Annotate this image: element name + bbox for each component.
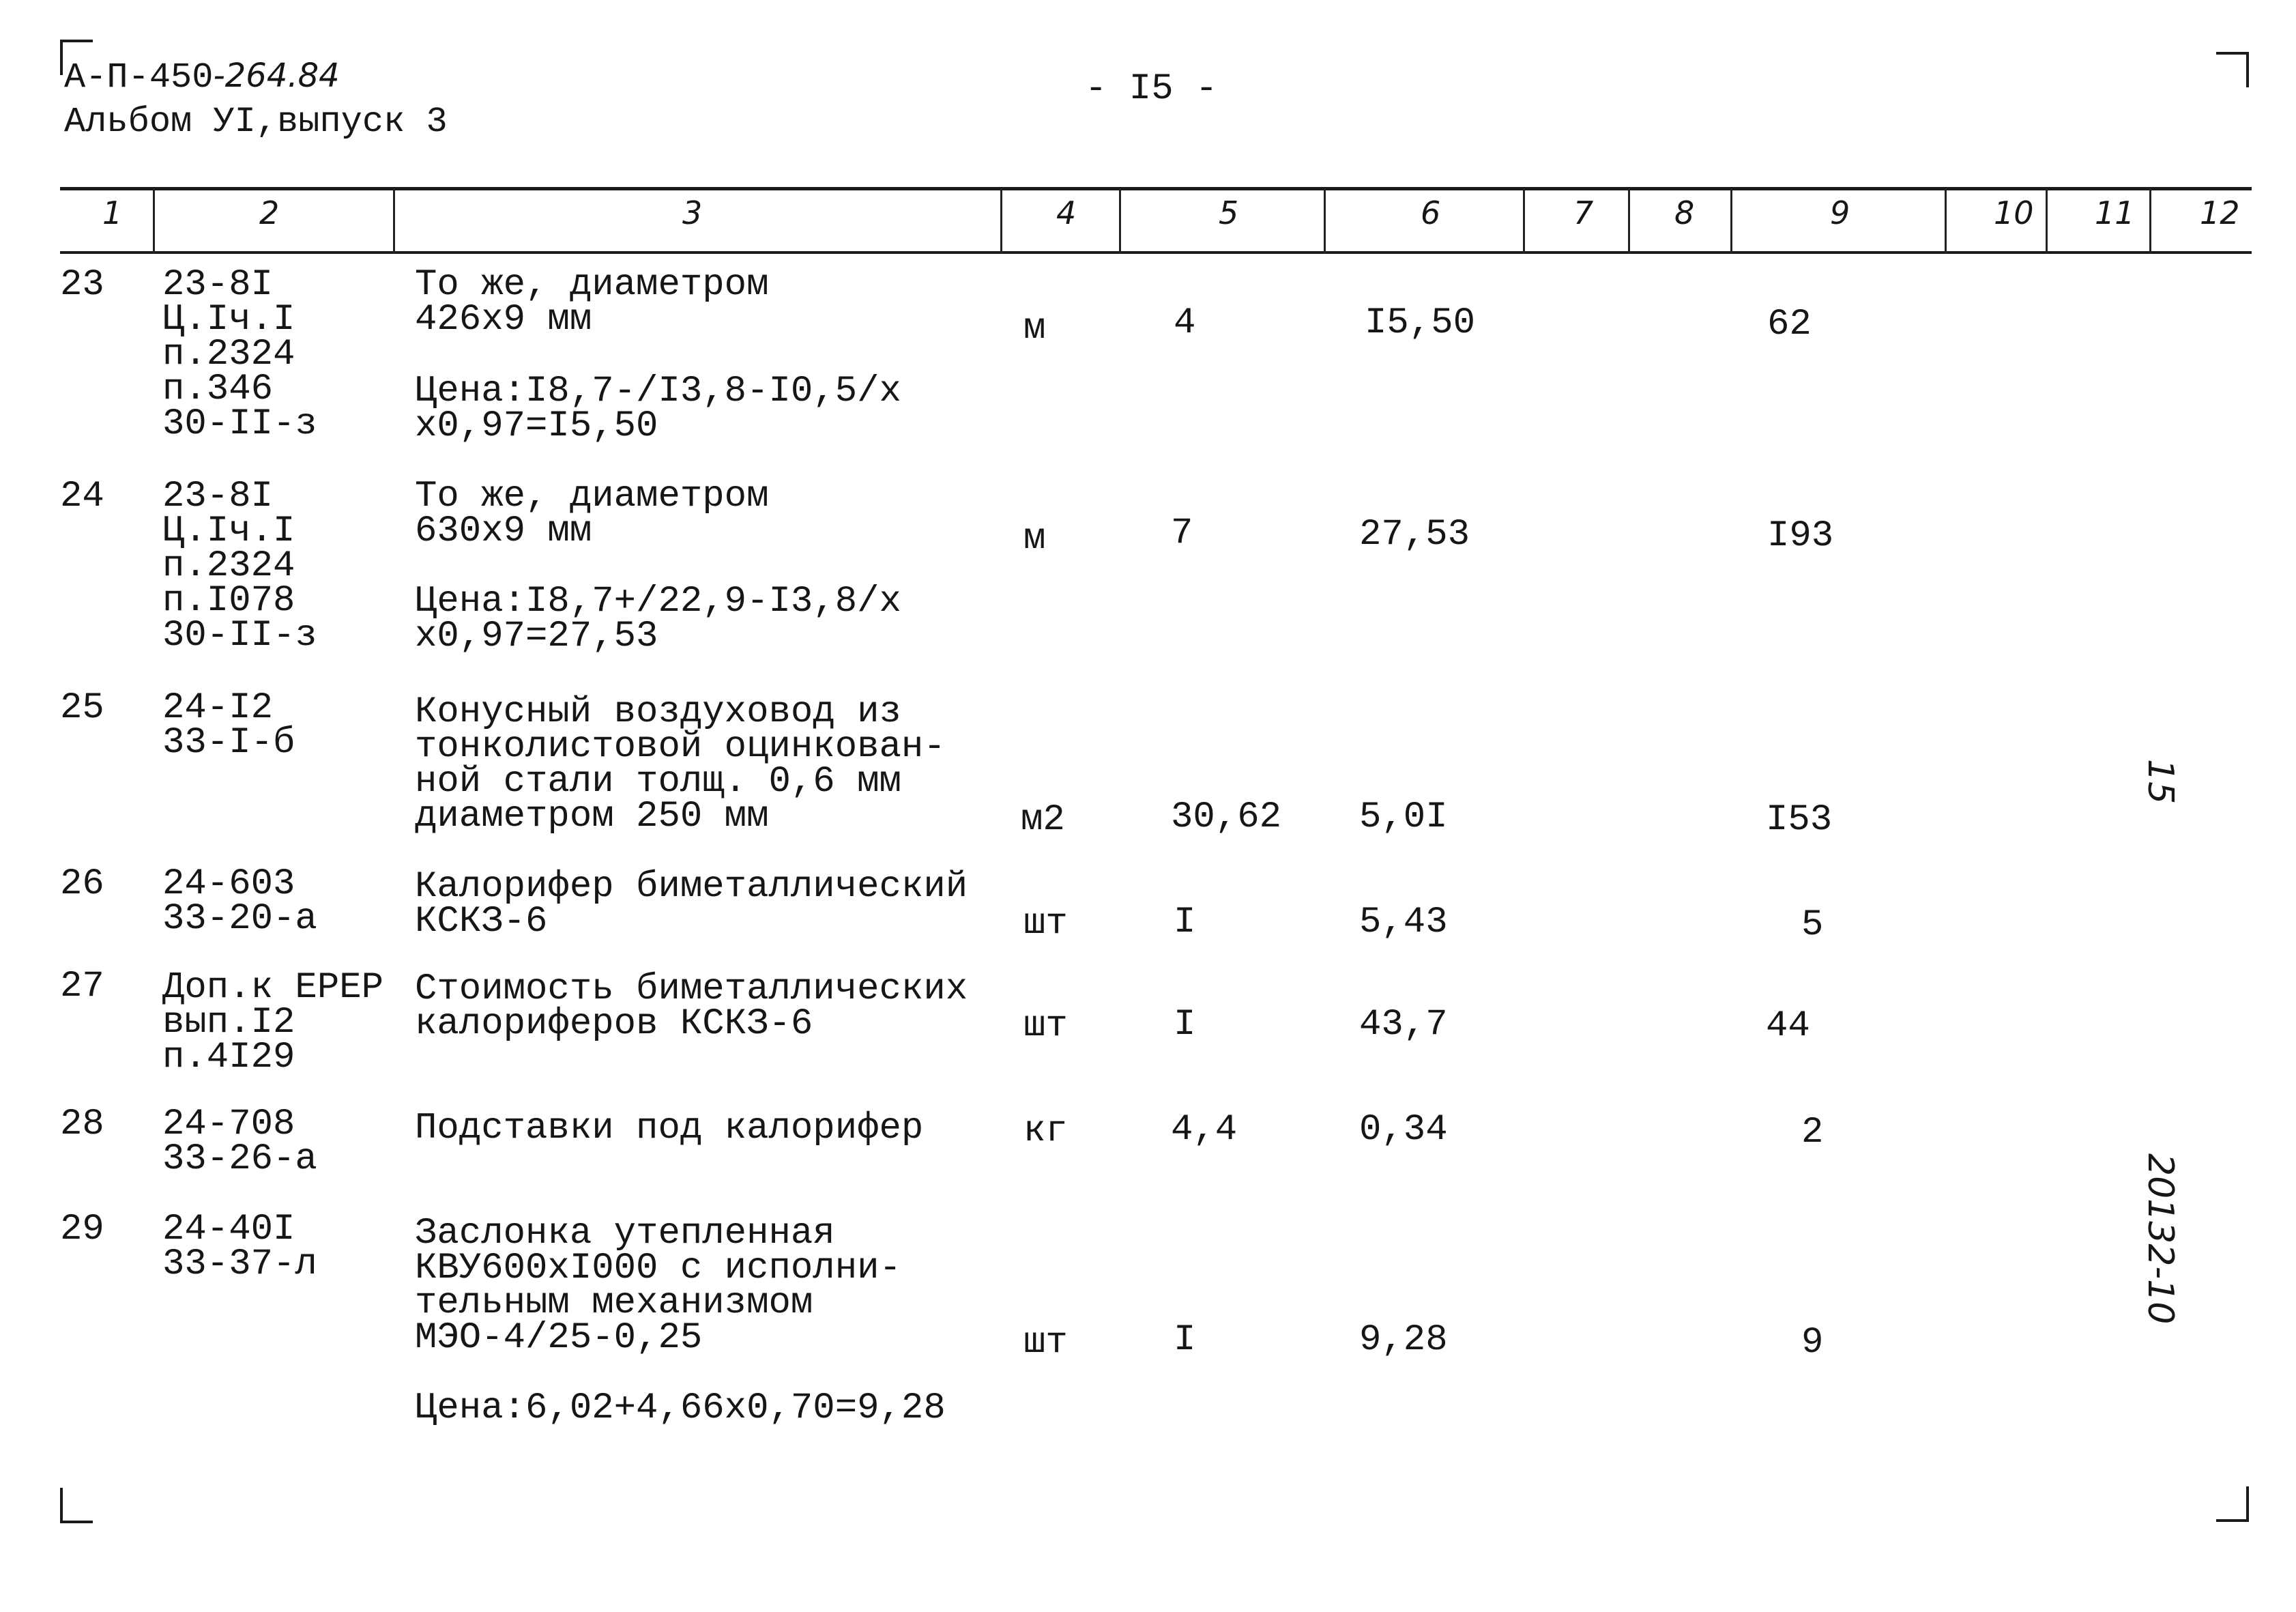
- row-28-code: 24-708 33-26-а: [162, 1104, 317, 1180]
- row-24-price-note: Цена:I8,7+/22,9-I3,8/х х0,97=27,53: [415, 581, 901, 657]
- row-25-price: 5,0I: [1359, 796, 1448, 838]
- bottom-left-corner-mark: [60, 1488, 93, 1523]
- row-25-qty: 30,62: [1171, 796, 1282, 838]
- row-26-price: 5,43: [1359, 902, 1448, 943]
- row-24-qty: 7: [1171, 513, 1193, 554]
- column-divider: [1730, 188, 1732, 254]
- row-27-price: 43,7: [1359, 1004, 1448, 1046]
- row-24-number: 24: [60, 476, 104, 517]
- row-25-description: Конусный воздуховод из тонколистовой оцинкован- ной стали толщ. 0,6 мм диаметром 250 мм: [415, 691, 946, 837]
- margin-page-mark: 15: [2140, 759, 2181, 805]
- row-28-price: 0,34: [1359, 1109, 1448, 1151]
- row-23-price: I5,50: [1365, 302, 1476, 344]
- row-24-total: I93: [1767, 515, 1834, 557]
- row-28-description: Подставки под калорифер: [415, 1108, 924, 1149]
- row-23-code: 23-8I Ц.Iч.I п.2324 п.346 30-II-з: [162, 264, 317, 445]
- row-26-qty: I: [1174, 902, 1196, 943]
- row-26-description: Калорифер биметаллический КСКЗ-6: [415, 866, 968, 942]
- row-27-unit: шт: [1023, 1005, 1068, 1047]
- column-divider: [1945, 188, 1947, 254]
- row-29-unit: шт: [1023, 1322, 1068, 1364]
- row-26-total: 5: [1801, 904, 1824, 946]
- row-24-unit: м: [1023, 518, 1046, 560]
- table-top-rule: [60, 187, 2252, 190]
- album-title: Альбом УI,выпуск 3: [64, 102, 448, 142]
- row-29-qty: I: [1174, 1319, 1196, 1361]
- row-28-number: 28: [60, 1104, 104, 1145]
- row-28-total: 2: [1801, 1112, 1824, 1153]
- page-number: - I5 -: [1085, 68, 1218, 110]
- row-28-unit: кг: [1023, 1110, 1068, 1152]
- row-27-code: Доп.к ЕРЕР вып.I2 п.4I29: [162, 967, 384, 1078]
- row-25-number: 25: [60, 687, 104, 729]
- row-23-number: 23: [60, 264, 104, 306]
- column-divider: [1000, 188, 1002, 254]
- column-divider: [2046, 188, 2048, 254]
- row-29-price: 9,28: [1359, 1319, 1448, 1361]
- row-23-qty: 4: [1174, 302, 1196, 344]
- row-25-code: 24-I2 33-I-б: [162, 687, 295, 764]
- column-divider: [1119, 188, 1121, 254]
- row-25-total: I53: [1766, 799, 1833, 841]
- row-27-qty: I: [1174, 1004, 1196, 1046]
- row-27-description: Стоимость биметаллических калориферов КСКЗ-6: [415, 968, 968, 1045]
- row-26-unit: шт: [1023, 903, 1068, 945]
- doc-code: А-П-450: [64, 57, 214, 98]
- doc-code-handwritten: -264.84: [213, 57, 340, 95]
- row-24-code: 23-8I Ц.Iч.I п.2324 п.I078 30-II-з: [162, 476, 317, 657]
- row-29-total: 9: [1801, 1322, 1824, 1364]
- column-divider: [1628, 188, 1630, 254]
- row-23-price-note: Цена:I8,7-/I3,8-I0,5/х х0,97=I5,50: [415, 371, 901, 447]
- bottom-right-corner-mark: [2216, 1486, 2249, 1522]
- top-right-corner-mark: [2216, 52, 2249, 87]
- row-25-unit: м2: [1021, 799, 1065, 841]
- column-divider: [393, 188, 395, 254]
- row-23-description: То же, диаметром 426х9 мм: [415, 264, 769, 341]
- row-29-code: 24-40I 33-37-л: [162, 1209, 317, 1285]
- row-29-number: 29: [60, 1209, 104, 1250]
- column-divider: [1523, 188, 1525, 254]
- row-24-description: То же, диаметром 630х9 мм: [415, 476, 769, 552]
- row-23-unit: м: [1023, 308, 1046, 349]
- row-24-price: 27,53: [1359, 514, 1470, 556]
- row-28-qty: 4,4: [1171, 1109, 1238, 1151]
- table-header-rule: [60, 251, 2252, 254]
- column-divider: [2149, 188, 2151, 254]
- margin-sheet-code: 20132-10: [2140, 1153, 2181, 1325]
- row-27-number: 27: [60, 966, 104, 1007]
- row-27-total: 44: [1766, 1005, 1810, 1047]
- column-divider: [1324, 188, 1326, 254]
- row-23-total: 62: [1767, 304, 1812, 345]
- row-29-description: Заслонка утепленная КВУ600хI000 с исполни- тельным механизмом МЭО-4/25-0,25: [415, 1213, 901, 1359]
- column-divider: [153, 188, 155, 254]
- doc-code-line: [64, 56, 340, 98]
- row-26-code: 24-603 33-20-а: [162, 863, 317, 940]
- row-29-price-note: Цена:6,02+4,66х0,70=9,28: [415, 1387, 946, 1429]
- row-26-number: 26: [60, 863, 104, 905]
